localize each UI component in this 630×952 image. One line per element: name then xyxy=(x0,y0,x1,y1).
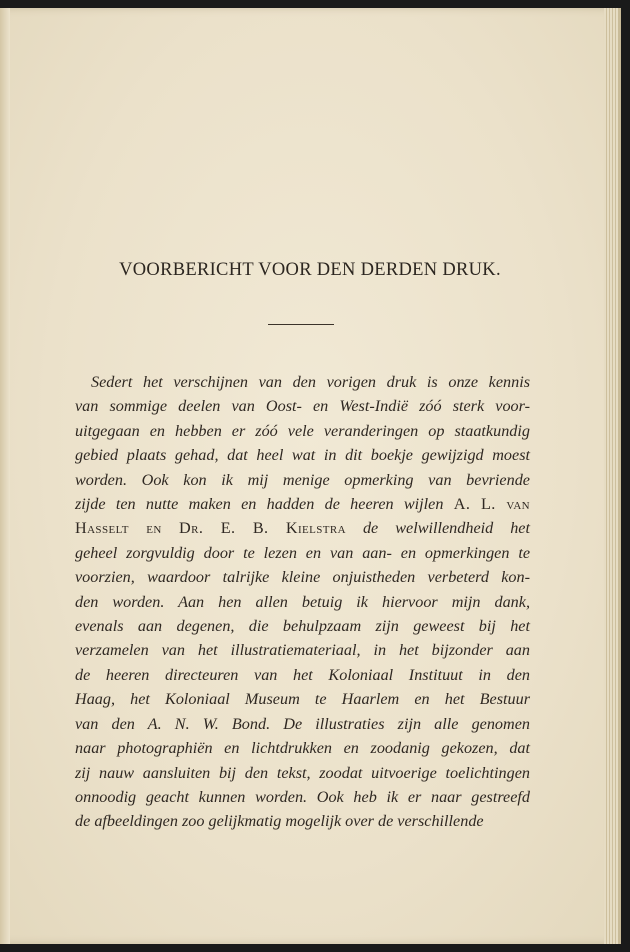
text-line: gebied plaats gehad, dat heel wat in dit boekje gewijzigd moest xyxy=(75,446,530,465)
preface-paragraph xyxy=(75,370,530,834)
author-name: Hasselt en Dr. E. B. Kielstra xyxy=(75,519,346,538)
text-line: naar photographiën en lichtdrukken en zoodanig gekozen, dat xyxy=(75,739,530,758)
text-line: Sedert het verschijnen van den vorigen druk is onze kennis xyxy=(91,373,530,391)
text-line: van den A. N. W. Bond. De illustraties zijn alle genomen xyxy=(75,714,530,733)
text-line: uitgegaan en hebben er zóó vele veranderingen op staatkundig xyxy=(75,421,530,440)
text-line: van sommige deelen van Oost- en West-Indië zóó sterk voor- xyxy=(75,397,530,416)
text-line: evenals aan degenen, die behulpzaam zijn geweest bij het xyxy=(75,617,530,636)
page-heading: VOORBERICHT VOOR DEN DERDEN DRUK. xyxy=(119,260,501,280)
author-name: A. L. van xyxy=(453,495,531,514)
text-line: onnoodig geacht kunnen worden. Ook heb ik er naar gestreefd xyxy=(75,787,530,806)
text-segment: de welwillendheid het xyxy=(362,519,530,538)
text-line: geheel zorgvuldig door te lezen en van aan- en opmerkingen te xyxy=(75,543,530,562)
text-line xyxy=(75,492,530,516)
text-line: den worden. Aan hen allen betuig ik hiervoor mijn dank, xyxy=(75,592,530,611)
text-line xyxy=(75,516,530,540)
text-line: verzamelen van het illustratiemateriaal, in het bijzonder aan xyxy=(75,641,530,660)
text-segment: zijde ten nutte maken en hadden de heeren wijlen xyxy=(75,495,444,514)
text-line: worden. Ook kon ik mij menige opmerking van bevriende xyxy=(75,470,530,489)
heading-divider xyxy=(268,324,334,325)
text-line: Haag, het Koloniaal Museum te Haarlem en het Bestuur xyxy=(75,690,530,709)
book-page xyxy=(0,8,621,944)
text-line: zij nauw aansluiten bij den tekst, zoodat uitvoerige toelichtingen xyxy=(75,763,530,782)
text-line: de heeren directeuren van het Koloniaal Instituut in den xyxy=(75,665,530,684)
page-spine-shadow xyxy=(0,8,10,944)
page-edges xyxy=(604,8,618,944)
text-line: de afbeeldingen zoo gelijkmatig mogelijk over de verschillende xyxy=(75,812,484,831)
text-line: voorzien, waardoor talrijke kleine onjuistheden verbeterd kon- xyxy=(75,568,530,587)
